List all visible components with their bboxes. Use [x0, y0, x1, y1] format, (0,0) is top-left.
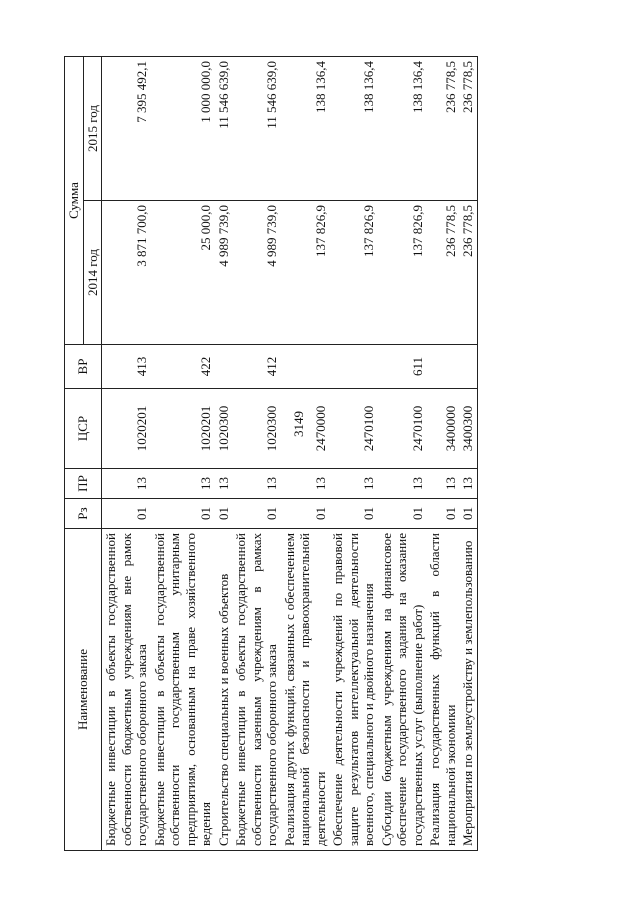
cell-pr: 13 — [329, 469, 378, 499]
cell-rz: 01 — [151, 499, 215, 529]
cell-csr: 3400300 — [459, 389, 477, 469]
cell-sum-2015: 11 546 639,0 — [215, 57, 233, 201]
cell-pr: 13 — [232, 469, 281, 499]
table-body — [102, 57, 478, 851]
cell-vr: 413 — [102, 345, 151, 389]
budget-table — [64, 56, 478, 851]
cell-sum-2014: 4 989 739,0 — [215, 201, 233, 345]
cell-pr: 13 — [459, 469, 477, 499]
cell-sum-2014: 236 778,5 — [459, 201, 477, 345]
cell-vr — [426, 345, 459, 389]
cell-rz: 01 — [329, 499, 378, 529]
cell-csr: 1020201 — [102, 389, 151, 469]
cell-csr: 2470100 — [329, 389, 378, 469]
header-sum: Сумма — [65, 57, 84, 345]
cell-sum-2014: 3 871 700,0 — [102, 201, 151, 345]
cell-vr — [329, 345, 378, 389]
cell-pr: 13 — [281, 469, 330, 499]
table-row — [378, 57, 427, 851]
cell-vr — [459, 345, 477, 389]
cell-pr: 13 — [151, 469, 215, 499]
cell-csr: 1020300 — [232, 389, 281, 469]
cell-pr: 13 — [102, 469, 151, 499]
cell-sum-2014: 137 826,9 — [378, 201, 427, 345]
header-vr: ВР — [65, 345, 102, 389]
cell-sum-2015: 11 546 639,0 — [232, 57, 281, 201]
cell-vr — [215, 345, 233, 389]
cell-csr: 3400000 — [426, 389, 459, 469]
cell-sum-2015: 1 000 000,0 — [151, 57, 215, 201]
table-row — [102, 57, 151, 851]
cell-pr: 13 — [378, 469, 427, 499]
cell-name: Бюджетные инвестиции в объекты государственной собственности бюджетным учреждениям вне рамок государственного оборонного заказа — [102, 529, 151, 851]
cell-csr: 2470000 — [281, 389, 330, 469]
cell-sum-2015: 236 778,5 — [459, 57, 477, 201]
table-row — [215, 57, 233, 851]
header-name: Наименование — [65, 529, 102, 851]
cell-sum-2015: 138 136,4 — [329, 57, 378, 201]
cell-rz: 01 — [215, 499, 233, 529]
cell-sum-2015: 138 136,4 — [378, 57, 427, 201]
table-row — [232, 57, 281, 851]
cell-name: Бюджетные инвестиции в объекты государственной собственности казенным учреждениям в рамках государственного оборонного заказа — [232, 529, 281, 851]
cell-pr: 13 — [215, 469, 233, 499]
header-rz: Рз — [65, 499, 102, 529]
cell-sum-2014: 236 778,5 — [426, 201, 459, 345]
table-row — [329, 57, 378, 851]
cell-name: Субсидии бюджетным учреждениям на финансовое обеспечение государственного задания на оказание государственных услуг (выполнение работ) — [378, 529, 427, 851]
rotated-page-content — [64, 57, 636, 851]
cell-sum-2014: 137 826,9 — [329, 201, 378, 345]
header-year-2014: 2014 год — [83, 201, 102, 345]
cell-sum-2015: 7 395 492,1 — [102, 57, 151, 201]
cell-name: Реализация других функций, связанных с обеспечением национальной безопасности и правоохранительной деятельности — [281, 529, 330, 851]
cell-sum-2014: 25 000,0 — [151, 201, 215, 345]
cell-vr: 422 — [151, 345, 215, 389]
table-row — [281, 57, 330, 851]
cell-name: Мероприятия по землеустройству и землепользованию — [459, 529, 477, 851]
cell-name: Реализация государственных функций в области национальной экономики — [426, 529, 459, 851]
cell-csr: 2470100 — [378, 389, 427, 469]
page-number: 3149 — [291, 411, 306, 437]
table-header — [65, 57, 102, 851]
cell-sum-2014: 4 989 739,0 — [232, 201, 281, 345]
cell-vr: 611 — [378, 345, 427, 389]
header-csr: ЦСР — [65, 389, 102, 469]
cell-sum-2014: 137 826,9 — [281, 201, 330, 345]
cell-vr — [281, 345, 330, 389]
cell-pr: 13 — [426, 469, 459, 499]
cell-csr: 1020300 — [215, 389, 233, 469]
cell-name: Обеспечение деятельности учреждений по правовой защите результатов интеллектуальной деятельности военного, специального и двойного назначения — [329, 529, 378, 851]
header-year-2015: 2015 год — [83, 57, 102, 201]
table-row — [151, 57, 215, 851]
cell-rz: 01 — [232, 499, 281, 529]
cell-sum-2015: 138 136,4 — [281, 57, 330, 201]
cell-rz: 01 — [426, 499, 459, 529]
cell-vr: 412 — [232, 345, 281, 389]
table-row — [426, 57, 459, 851]
table-row — [459, 57, 477, 851]
header-pr: ПР — [65, 469, 102, 499]
cell-rz: 01 — [281, 499, 330, 529]
cell-rz: 01 — [378, 499, 427, 529]
cell-rz: 01 — [459, 499, 477, 529]
cell-rz: 01 — [102, 499, 151, 529]
cell-name: Бюджетные инвестиции в объекты государственной собственности государственным унитарным предприятиям, основанным на праве хозяйственного ведения — [151, 529, 215, 851]
cell-name: Строительство специальных и военных объектов — [215, 529, 233, 851]
cell-csr: 1020201 — [151, 389, 215, 469]
cell-sum-2015: 236 778,5 — [426, 57, 459, 201]
